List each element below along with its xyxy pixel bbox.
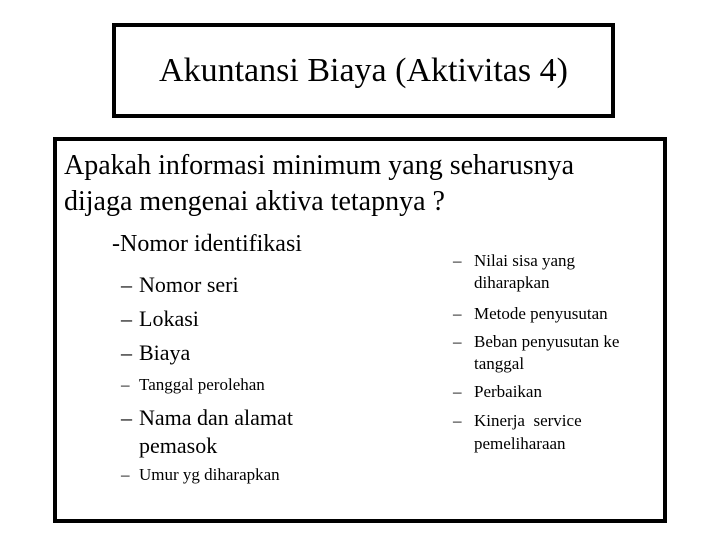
content-box bbox=[53, 137, 667, 523]
question bbox=[64, 148, 574, 220]
left-item-tanggal-perolehan: Tanggal perolehan bbox=[139, 375, 265, 394]
slide-title: Akuntansi Biaya (Aktivitas 4) bbox=[159, 51, 568, 89]
right-item-nilai-sisa: Nilai sisa yang bbox=[474, 251, 576, 270]
right-item-tanggal: tanggal bbox=[474, 354, 525, 373]
bullet-dash: – bbox=[453, 382, 462, 401]
question-line-2: dijaga mengenai aktiva tetapnya ? bbox=[64, 186, 445, 217]
title-box bbox=[112, 23, 615, 118]
bullet-dash: – bbox=[121, 306, 132, 331]
bullet-dash: – bbox=[121, 272, 132, 297]
bullet-dash: – bbox=[121, 375, 130, 394]
left-item-biaya: Biaya bbox=[139, 340, 191, 365]
bullet-dash: – bbox=[453, 304, 462, 323]
right-item-kinerja: Kinerja service bbox=[474, 411, 582, 430]
left-item-pemasok: pemasok bbox=[139, 433, 218, 458]
left-item-nomor-seri: Nomor seri bbox=[139, 272, 239, 297]
bullet-dash: – bbox=[453, 251, 462, 270]
right-item-perbaikan: Perbaikan bbox=[474, 382, 542, 401]
left-item-lokasi: Lokasi bbox=[139, 306, 199, 331]
right-item-beban: Beban penyusutan ke bbox=[474, 332, 620, 351]
right-item-metode: Metode penyusutan bbox=[474, 304, 608, 323]
left-item-nama-alamat: Nama dan alamat bbox=[139, 405, 293, 430]
right-item-pemeliharaan: pemeliharaan bbox=[474, 434, 566, 453]
bullet-dash: – bbox=[453, 332, 462, 351]
left-heading: -Nomor identifikasi bbox=[112, 231, 302, 257]
left-item-umur: Umur yg diharapkan bbox=[139, 465, 280, 484]
bullet-dash: – bbox=[121, 465, 130, 484]
question-line-1: Apakah informasi minimum yang seharusnya bbox=[64, 150, 575, 181]
bullet-dash: – bbox=[121, 405, 132, 430]
bullet-dash: – bbox=[121, 340, 132, 365]
right-item-diharapkan: diharapkan bbox=[474, 273, 550, 292]
bullet-dash: – bbox=[453, 411, 462, 430]
